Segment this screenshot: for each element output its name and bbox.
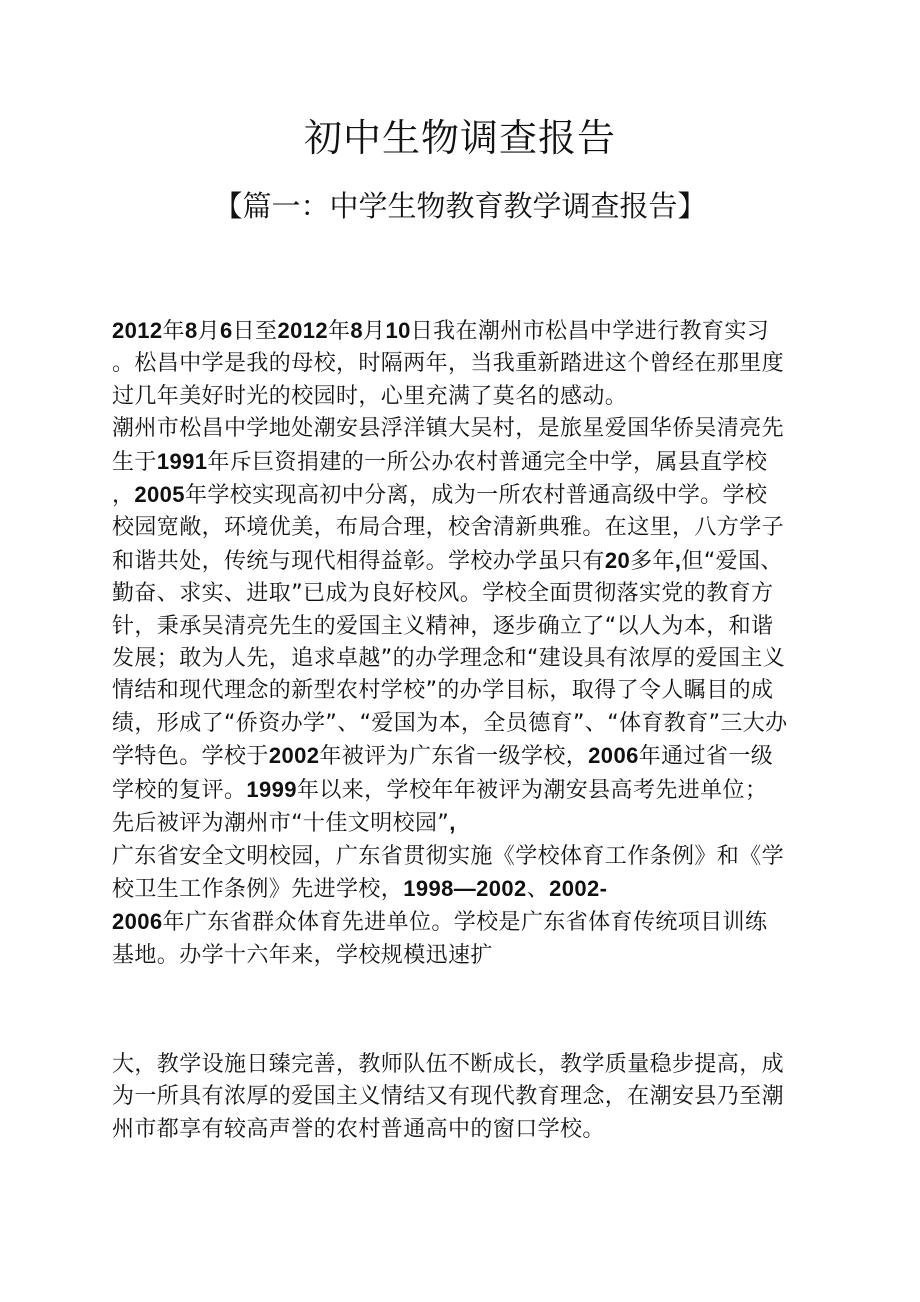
text-run: 年斥巨资捐建的一所公办农村普通完全中学，属县直学校	[207, 449, 768, 475]
text-run: 年学校实现高初中分离，成为一所农村普通高级中学。学校	[184, 483, 768, 509]
bold-text-run: 2012	[112, 318, 163, 343]
body-paragraph-2	[112, 1049, 820, 1146]
document-title: 初中生物调查报告	[303, 116, 616, 160]
text-run: 多年	[630, 548, 675, 574]
text-line	[112, 873, 820, 906]
text-run: 针，秉承吴清亮先生的爱国主义精神，逐步确立了“以人为本，和谐	[112, 613, 774, 639]
bold-text-run: 8	[350, 318, 364, 343]
text-line	[112, 675, 820, 707]
text-run: 年	[328, 319, 351, 344]
text-run: 。松昌中学是我的母校，时隔两年，当我重新踏进这个曾经在那里度	[112, 351, 785, 377]
text-line	[112, 578, 820, 610]
text-line	[112, 512, 820, 544]
text-line	[112, 708, 820, 740]
text-line	[112, 348, 820, 380]
text-line	[112, 906, 820, 939]
text-line	[112, 446, 820, 479]
text-run: 广东省安全文明校园，广东省贯彻实施《学校体育工作条例》和《学	[112, 843, 785, 869]
text-run: 潮州市松昌中学地处潮安县浮洋镇大吴村，是旅星爱国华侨吴清亮先	[112, 416, 785, 442]
text-run: 日我在潮州市松昌中学进行教育实习	[410, 319, 770, 344]
bold-text-run: 8	[184, 318, 198, 343]
text-run: 、	[526, 876, 550, 902]
bold-text-run: 1998—2002	[403, 875, 527, 901]
text-run: 但“爱国、	[681, 548, 783, 574]
text-run: 校园宽敞，环境优美，布局合理，校舍清新典雅。在这里，八方学子	[112, 515, 785, 541]
text-run: 大，教学设施日臻完善，教师队伍不断成长，教学质量稳步提高，成	[112, 1052, 785, 1077]
bold-text-run: 10	[385, 318, 411, 343]
bold-text-run: 2005	[134, 482, 185, 508]
text-run: 年以来，学校年年被评为潮安县高考先进单位；	[296, 777, 768, 803]
text-run: 绩，形成了“侨资办学”、“爱国为本，全员德育”、“体育教育”三大办	[112, 710, 788, 736]
text-line	[112, 740, 820, 773]
text-run: 基地。办学十六年来，学校规模迅速扩	[112, 942, 493, 968]
bold-text-run: 20	[604, 547, 631, 573]
text-run: 勤奋、求实、进取”已成为良好校风。学校全面贯彻落实党的教育方	[112, 581, 774, 607]
bold-text-run: ,	[449, 810, 456, 836]
text-run: 日至	[232, 319, 278, 344]
text-run: 校卫生工作条例》先进学校，	[112, 876, 404, 902]
text-line	[112, 1114, 820, 1146]
text-line	[112, 774, 820, 807]
bold-text-run: 2006	[588, 743, 639, 769]
text-line	[112, 413, 820, 445]
text-run: 月	[197, 319, 220, 344]
text-run: 学特色。学校于	[112, 744, 269, 770]
bold-text-run: 2012	[277, 318, 328, 343]
text-line	[112, 643, 820, 675]
bold-text-run: 2006	[112, 909, 163, 935]
text-run: 年通过省一级	[638, 744, 774, 770]
text-run: 情结和现代理念的新型农村学校”的办学目标，取得了令人瞩目的成	[112, 678, 774, 704]
text-run: 先后被评为潮州市“十佳文明校园”	[112, 811, 450, 837]
bold-text-run: 1999	[246, 776, 297, 802]
text-line	[112, 381, 820, 413]
text-run: 发展；敢为人先，追求卓越”的办学理念和“建设具有浓厚的爱国主义	[112, 646, 786, 672]
bold-text-run: 2002	[268, 743, 320, 769]
text-run: 为一所具有浓厚的爱国主义情结又有现代教育理念，在潮安县乃至潮	[112, 1084, 785, 1110]
text-run: ，	[112, 483, 135, 509]
text-run: 月	[363, 319, 386, 344]
text-line	[112, 545, 820, 578]
bold-text-run: 1991	[156, 448, 208, 474]
document-subtitle: 【篇一：中学生物教育教学调查报告】	[213, 189, 707, 223]
text-line	[112, 479, 820, 512]
text-line	[112, 315, 820, 348]
text-line	[112, 807, 820, 840]
text-run: 和谐共处，传统与现代相得益彰。学校办学虽只有	[112, 548, 605, 574]
text-line	[112, 841, 820, 873]
text-line	[112, 940, 820, 972]
text-run: 州市都享有较高声誉的农村普通高中的窗口学校。	[112, 1116, 605, 1142]
text-line	[112, 1081, 820, 1113]
body-paragraph-1	[112, 315, 820, 972]
text-run: 年	[162, 319, 185, 344]
text-run: 学校的复评。	[112, 777, 247, 803]
bold-text-run: 2002-	[549, 875, 608, 901]
text-run: 生于	[112, 449, 157, 475]
text-run: 年被评为广东省一级学校，	[319, 744, 589, 770]
bold-text-run: 6	[220, 318, 233, 343]
text-line	[112, 1049, 820, 1081]
text-run: 过几年美好时光的校园时，心里充满了莫名的感动。	[112, 383, 628, 409]
text-line	[112, 611, 820, 643]
bold-text-run: ,	[674, 547, 682, 573]
text-run: 年广东省群众体育先进单位。学校是广东省体育传统项目训练	[162, 910, 768, 936]
